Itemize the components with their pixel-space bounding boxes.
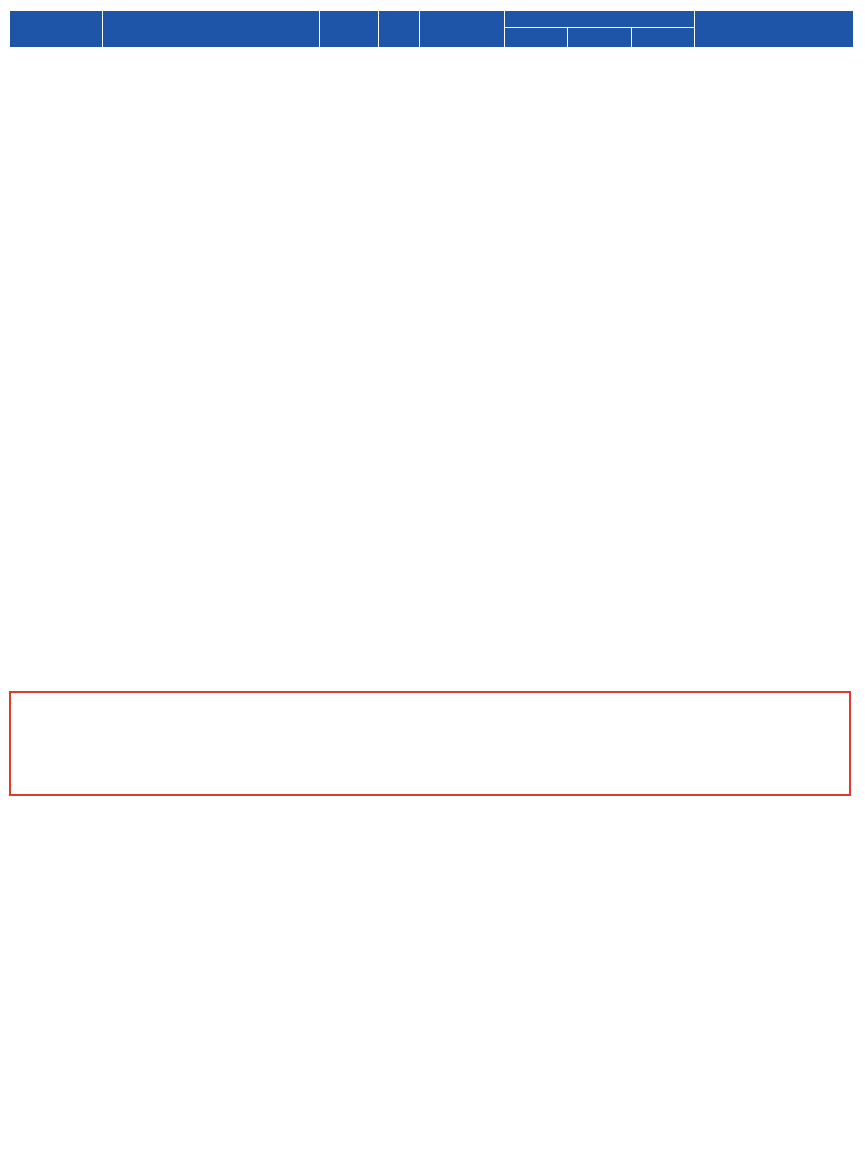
highlight-box (9, 691, 851, 796)
enrollment-plan-table (9, 10, 854, 48)
table-header (10, 11, 854, 48)
header-category (420, 11, 505, 48)
header-college (10, 11, 103, 48)
header-years (379, 11, 420, 48)
header-physics (568, 28, 632, 48)
header-subtotal (632, 28, 695, 48)
header-major (103, 11, 320, 48)
header-fee (320, 11, 379, 48)
header-history (505, 28, 568, 48)
header-notes (695, 11, 854, 48)
header-plan-total (505, 11, 695, 28)
